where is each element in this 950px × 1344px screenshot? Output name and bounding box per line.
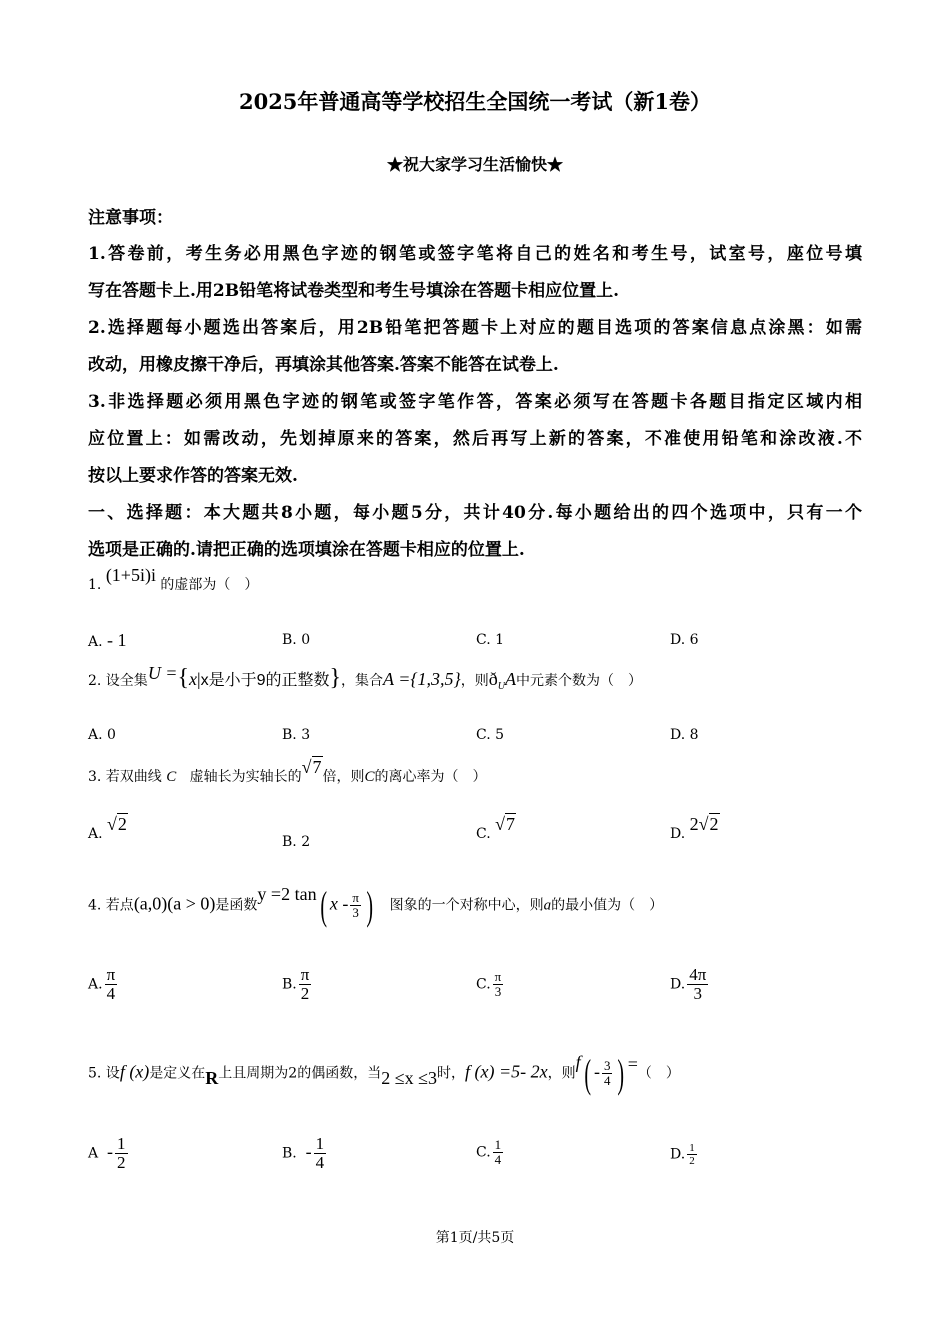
option-label: C. — [476, 826, 496, 842]
complement-symbol: ð — [488, 669, 498, 689]
option-b[interactable] — [282, 966, 313, 1003]
denominator: 4 — [315, 1153, 325, 1172]
coefficient: 2 — [689, 814, 699, 834]
denominator: 3 — [352, 905, 359, 920]
fraction — [350, 891, 361, 920]
option-d[interactable] — [670, 1142, 699, 1167]
denominator: 2 — [117, 1153, 126, 1172]
page-footer: 第1页/共5页 — [435, 1230, 515, 1246]
numerator: π — [300, 965, 310, 984]
math-expr: C — [166, 769, 177, 785]
fraction — [602, 1059, 613, 1088]
notice-line: 应位置上：如需改动，先划掉原来的答案，然后再写上新的答案，不准使用铅笔和涂改液.不 — [88, 429, 862, 449]
option-c[interactable] — [476, 1138, 505, 1167]
q-text: 4. 若点 — [88, 897, 134, 914]
denominator: 3 — [494, 984, 502, 999]
math-expr: 2 ≤x ≤3 — [381, 1067, 437, 1088]
q-text: 的虚部为（ ） — [160, 577, 259, 593]
option-d[interactable]: D. 8 — [670, 727, 699, 743]
option-c[interactable] — [476, 970, 505, 999]
option-label: A. — [88, 826, 108, 842]
option-c[interactable]: C. 1 — [476, 632, 505, 648]
set-condition: x是小于9的正整数 — [200, 672, 330, 689]
math-expr: f — [575, 1051, 581, 1072]
sign: - — [107, 1141, 114, 1162]
question-4: 4. 若点(a,0)(a > 0)是函数y =2 tan( x - $\frac{\pi}{3}$ ) 图象的一个对称中心，则a的最小值为（ ） — [88, 883, 664, 928]
fraction — [493, 970, 504, 999]
option-label: A. — [88, 634, 108, 650]
fraction — [105, 966, 118, 1003]
question-3 — [88, 757, 487, 786]
option-a[interactable] — [88, 966, 119, 1003]
numerator: π — [106, 965, 116, 984]
option-d[interactable] — [670, 966, 710, 1003]
numerator: π — [494, 969, 502, 984]
q-text: 的离心率为（ ） — [374, 769, 487, 785]
option-b[interactable]: B. 3 — [282, 727, 311, 743]
notice-line: 1.答卷前，考生务必用黑色字迹的钢笔或签字笔将自己的姓名和考生号，试室号，座位号填 — [88, 244, 862, 264]
numerator: 1 — [117, 1134, 126, 1153]
math-expr: a — [543, 897, 552, 914]
denominator: 4 — [106, 984, 116, 1003]
math-expr: x — [189, 669, 197, 689]
math-expr: - — [593, 1061, 600, 1082]
sign: - — [305, 1141, 312, 1162]
option-label: B. — [282, 976, 297, 993]
option-label: C. — [476, 976, 491, 993]
math-expr: C — [364, 769, 375, 785]
sqrt-expr: √2 — [107, 814, 127, 834]
section-heading: 选项是正确的.请把正确的选项填涂在答题卡相应的位置上. — [88, 540, 525, 560]
notice-line: 写在答题卡上.用2B铅笔将试卷类型和考生号填涂在答题卡相应位置上. — [88, 281, 620, 301]
q-text: ，则 — [547, 1065, 576, 1082]
option-a[interactable] — [88, 1135, 130, 1172]
option-label: A. — [88, 976, 103, 993]
exam-title: 2025年普通高等学校招生全国统一考试（新1卷） — [238, 89, 712, 114]
q-text: （ ） — [637, 1065, 680, 1082]
denominator: 3 — [693, 984, 702, 1003]
fraction — [493, 1138, 504, 1167]
q-text: 是定义在 — [149, 1065, 206, 1082]
numerator: 3 — [603, 1058, 611, 1073]
q-text: 图象的一个对称中心，则 — [389, 897, 544, 914]
math-expr: (1+5i)i — [105, 565, 156, 585]
math-expr: f (x) =5- 2x — [464, 1061, 548, 1082]
option-label: B. — [282, 1145, 297, 1162]
option-d[interactable]: D. 6 — [670, 632, 699, 648]
notice-line: 3.非选择题必须用黑色字迹的钢笔或签字笔作答，答案必须写在答题卡各题目指定区域内相 — [88, 392, 862, 412]
section-heading: 一、选择题：本大题共8小题，每小题5分，共计40分.每小题给出的四个选项中，只有一个 — [88, 503, 862, 523]
math-expr: - 1 — [107, 630, 127, 650]
math-expr: U — [497, 680, 505, 692]
math-expr: y =2 tan — [257, 883, 317, 904]
exam-subtitle: ★祝大家学习生活愉快★ — [386, 155, 563, 174]
option-b[interactable]: B. 0 — [282, 632, 311, 648]
radicand: 2 — [709, 814, 719, 834]
option-b[interactable] — [282, 1135, 328, 1172]
math-expr: A — [505, 669, 516, 689]
question-2: 2. 设全集U ={x|x是小于9的正整数}，集合A ={1,3,5}，则$ð_UA$中元素个数为（ ） — [88, 663, 642, 692]
option-c[interactable] — [476, 814, 516, 843]
fraction — [314, 1135, 327, 1172]
denominator: 4 — [603, 1073, 611, 1088]
numerator: 1 — [689, 1142, 695, 1154]
q-text: 3. 若双曲线 — [88, 769, 162, 785]
denominator: 2 — [300, 984, 310, 1003]
real-numbers-symbol: R — [205, 1067, 219, 1088]
notice-line: 按以上要求作答的答案无效. — [88, 466, 298, 486]
q-text: 中元素个数为（ ） — [516, 673, 642, 689]
q-text: ，集合 — [341, 673, 384, 689]
option-label: C. — [476, 1144, 491, 1161]
q-text: 5. 设 — [88, 1065, 120, 1082]
notice-line: 改动，用橡皮擦干净后，再填涂其他答案.答案不能答在试卷上. — [88, 355, 559, 375]
fraction — [115, 1135, 128, 1172]
option-label: A — [88, 1145, 99, 1162]
math-expr: U = — [147, 663, 178, 683]
sqrt-expr: √7 — [301, 757, 322, 777]
option-label: D. — [670, 1146, 686, 1163]
q-text: ，则 — [460, 673, 489, 689]
question-1 — [88, 565, 259, 594]
numerator: 4π — [689, 965, 707, 984]
q-number: 1. — [88, 577, 102, 593]
math-expr: f (x) — [119, 1061, 150, 1082]
q-text: 是函数 — [215, 897, 258, 914]
radicand: 7 — [506, 814, 516, 834]
sqrt-expr: 2√2 — [689, 814, 719, 834]
option-c[interactable]: C. 5 — [476, 727, 505, 743]
numerator: 1 — [494, 1137, 502, 1152]
fraction — [299, 966, 312, 1003]
option-label: D. — [670, 826, 690, 842]
math-expr: (a,0)(a > 0) — [133, 893, 216, 914]
option-d[interactable] — [670, 814, 720, 843]
fraction — [687, 966, 708, 1003]
denominator: 4 — [494, 1152, 502, 1167]
option-a[interactable]: A. 0 — [88, 727, 116, 743]
option-label: D. — [670, 976, 686, 993]
radicand: 7 — [312, 757, 322, 777]
q-text: 虚轴长为实轴长的 — [189, 769, 302, 785]
numerator: π — [352, 890, 359, 905]
q-text: 2. 设全集 — [88, 673, 148, 689]
denominator: 2 — [689, 1155, 695, 1167]
q-text: 的最小值为（ ） — [551, 897, 664, 914]
option-a[interactable] — [88, 814, 128, 843]
radicand: 2 — [117, 814, 127, 834]
math-expr: x - — [329, 893, 349, 914]
fraction — [687, 1142, 697, 1167]
math-expr: A ={1,3,5} — [383, 669, 461, 689]
q-text: 上且周期为2的偶函数，当 — [218, 1065, 382, 1082]
numerator: 1 — [315, 1134, 325, 1153]
question-5: 5. 设f (x)是定义在R上且周期为2的偶函数，当2 ≤x ≤3时，f (x) =5- 2x，则f( - $\frac{3}{4}$ ) =（ ） — [88, 1051, 680, 1096]
q-text: 时， — [436, 1065, 465, 1082]
notice-heading: 注意事项： — [88, 208, 173, 228]
notice-line: 2.选择题每小题选出答案后，用2B铅笔把答题卡上对应的题目选项的答案信息点涂黑：如需 — [88, 318, 862, 338]
math-expr: = — [627, 1053, 638, 1074]
option-b[interactable]: B. 2 — [282, 834, 311, 850]
q-text: 倍，则 — [322, 769, 365, 785]
sqrt-expr: √7 — [495, 814, 516, 834]
option-a[interactable] — [88, 630, 127, 651]
